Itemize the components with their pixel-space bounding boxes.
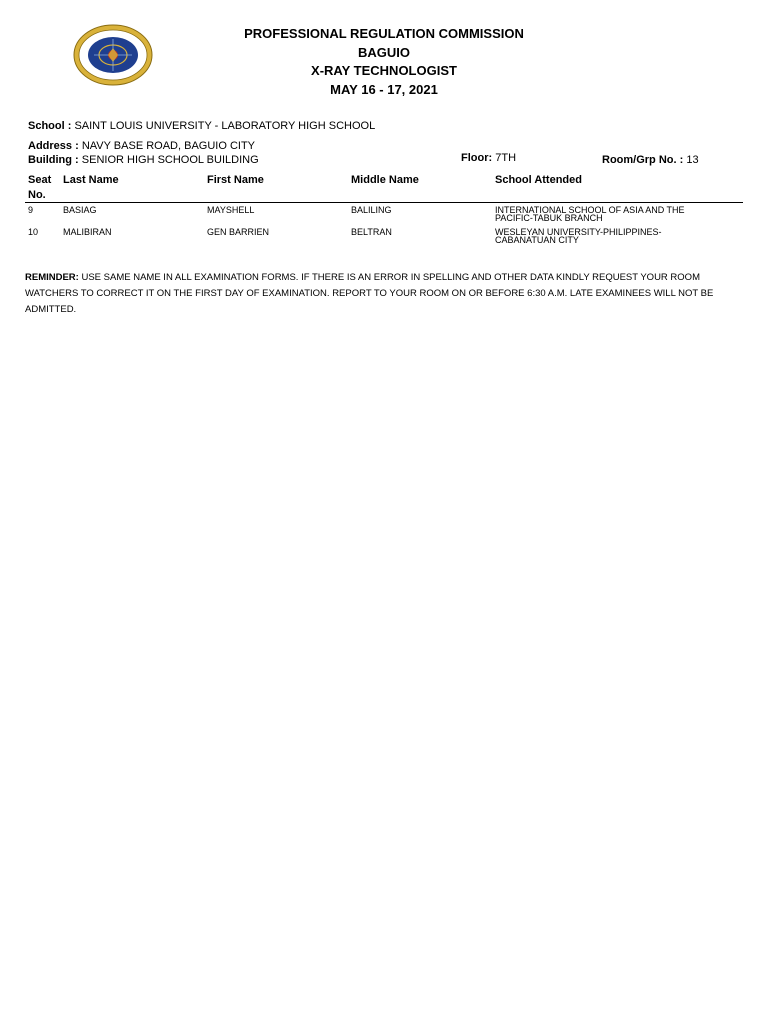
col-header-seat: Seat [28,174,52,186]
school-label: School : [28,120,72,132]
last-name: MALIBIRAN [63,227,112,237]
reminder-text: USE SAME NAME IN ALL EXAMINATION FORMS. IF THERE IS AN ERROR IN SPELLING AND OTHER DATA KINDLY REQUEST YOUR ROOM WATCHERS TO CORRECT IT ON THE FIRST DAY OF EXAMINATION. REPORT TO YOUR ROOM ON OR BEFORE 6:30 A.M. LATE EXAMINEES WILL NOT BE ADMITTED. [25,272,714,315]
reminder-label: REMINDER: [25,272,79,283]
reminder-note [25,270,743,318]
city-title: BAGUIO [358,45,410,60]
table-header-rule [25,202,743,203]
first-name: GEN BARRIEN [207,227,270,237]
seat-no: 10 [28,227,39,237]
room-line [602,154,699,166]
school-attended-line1: INTERNATIONAL SCHOOL OF ASIA AND THE [495,205,685,215]
school-attended-line2: PACIFIC-TABUK BRANCH [495,213,603,223]
seat-no: 9 [28,205,34,215]
school-attended-line2: CABANATUAN CITY [495,235,579,245]
building-label: Building : [28,154,79,166]
floor-value: 7TH [495,152,517,164]
org-title: PROFESSIONAL REGULATION COMMISSION [244,26,524,41]
first-name: MAYSHELL [207,205,255,215]
address-label: Address : [28,140,79,152]
col-header-school: School Attended [495,174,582,186]
room-label: Room/Grp No. : [602,154,684,166]
school-attended-line1: WESLEYAN UNIVERSITY-PHILIPPINES- [495,227,662,237]
address-value: NAVY BASE ROAD, BAGUIO CITY [81,140,256,152]
col-header-seat-no: No. [28,189,46,201]
col-header-middle-name: Middle Name [351,174,419,186]
last-name: BASIAG [63,205,97,215]
address-line [28,140,255,152]
middle-name: BELTRAN [351,227,392,237]
floor-line [461,152,516,164]
col-header-first-name: First Name [207,174,264,186]
floor-label: Floor: [461,152,493,164]
school-line [28,120,375,132]
school-value: SAINT LOUIS UNIVERSITY - LABORATORY HIGH SCHOOL [74,120,376,132]
building-line [28,154,259,166]
exam-title: X-RAY TECHNOLOGIST [311,63,457,78]
room-value: 13 [686,154,699,166]
exam-dates: MAY 16 - 17, 2021 [330,82,438,97]
middle-name: BALILING [351,205,392,215]
col-header-last-name: Last Name [63,174,119,186]
building-value: SENIOR HIGH SCHOOL BUILDING [81,154,259,166]
